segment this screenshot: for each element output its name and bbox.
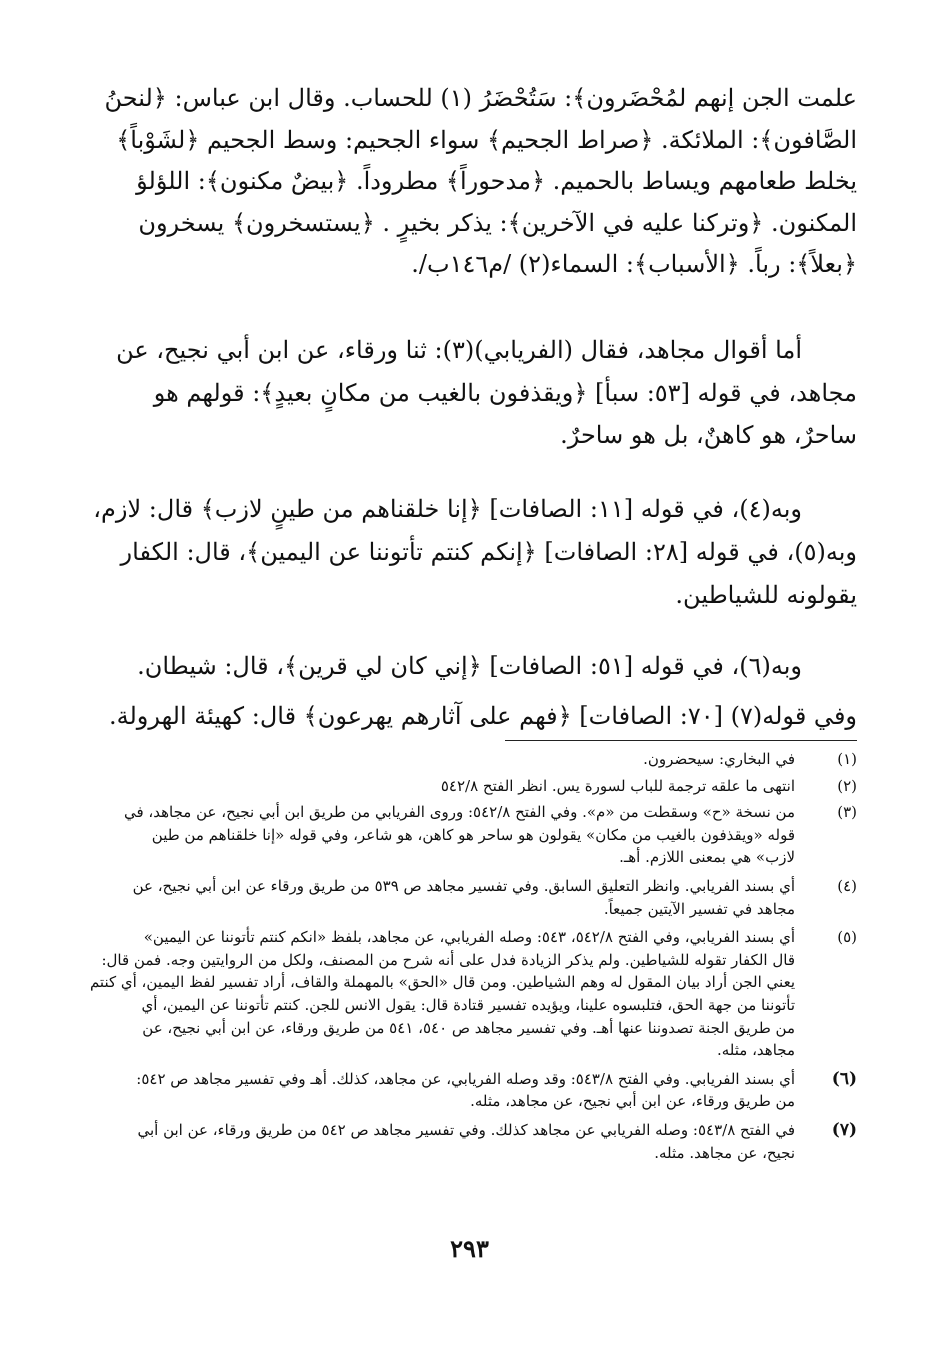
footnote-line: أي بسند الفريابي. وانظر التعليق السابق. وفي تفسير مجاهد ص ٥٣٩ من طريق ورقاء عن ابن أبي نجيح، عن <box>132 876 795 895</box>
footnote-line: قوله «ويقذفون بالغيب من مكان» يقولون هو ساحر هو كاهن، هو شاعر، وفي قوله «إنا خلقناهم من طين <box>151 825 795 844</box>
paragraph-ibn-abbas <box>82 78 857 286</box>
text-line: الصَّافون﴾: الملائكة. ﴿صراط الجحيم﴾ سواء الجحيم: وسط الجحيم ﴿لشَوْباً﴾ <box>116 125 857 154</box>
footnote-number: (١) <box>837 750 857 768</box>
footnote-separator <box>505 740 857 741</box>
footnote-number: (٣) <box>837 803 857 822</box>
footnote-line: من طريق الجنة تصدوننا عنها أهـ. وفي تفسير مجاهد ص ٥٤٠، ٥٤١ من طريق ورقاء، عن ابن أبي نجيح، عن <box>142 1018 795 1037</box>
text-line: ساحرٌ، هو كاهنٌ، بل هو ساحرٌ. <box>560 421 857 449</box>
footnote-line: أي بسند الفريابي، وفي الفتح ٥٤٢/٨، ٥٤٣: وصله الفريابي، عن مجاهد، بلفظ «انكم كنتم تأتوننا عن اليمين» <box>143 928 795 947</box>
footnotes <box>82 748 857 1170</box>
footnote-text <box>82 875 795 920</box>
footnote-number: (٦) <box>831 1068 857 1089</box>
footnote-number: (٧) <box>831 1119 857 1140</box>
footnote-line: في البخاري: سيحضرون. <box>643 750 795 768</box>
paragraph-saffat-11-28 <box>82 488 857 617</box>
footnote-number: (٥) <box>837 928 857 947</box>
text-line: وبه(٤)، في قوله [١١: الصافات] ﴿إنا خلقناهم من طينٍ لازب﴾ قال: لازم، <box>93 495 802 523</box>
footnote-line: لازب» هي بمعنى اللازم. أهـ. <box>619 848 795 867</box>
text-line: ﴿بعلاً﴾: رباً. ﴿الأسباب﴾: السماء(٢) /م١٤٦ب/. <box>411 250 857 278</box>
footnote-line: مجاهد في تفسير الآيتين جميعاً. <box>603 899 795 918</box>
footnote-7 <box>82 1119 857 1164</box>
footnote-line: من نسخة «ح» وسقطت من «م». وفي الفتح ٥٤٢/٨: وروى الفريابي من طريق ابن أبي نجيح، عن مجاهد، في <box>123 803 795 822</box>
footnote-line: نجيح، عن مجاهد. مثله. <box>654 1143 795 1162</box>
footnote-5 <box>82 926 857 1062</box>
footnote-text <box>82 1119 795 1164</box>
footnote-3 <box>82 801 857 869</box>
paragraph-saffat-51-70 <box>82 641 857 741</box>
footnote-number: (٤) <box>837 876 857 895</box>
footnote-text <box>82 748 795 771</box>
paragraph-mujahid <box>82 329 857 457</box>
footnote-4 <box>82 875 857 920</box>
footnote-line: انتهى ما علقه ترجمة للباب لسورة يس. انظر الفتح ٥٤٢/٨ <box>440 776 795 795</box>
footnote-text <box>82 1068 795 1113</box>
footnote-6 <box>82 1068 857 1113</box>
footnote-text <box>82 801 795 869</box>
footnote-line: في الفتح ٥٤٣/٨: وصله الفريابي عن مجاهد كذلك. وفي تفسير مجاهد ص ٥٤٢ من طريق ورقاء، عن ابن أبي <box>137 1120 795 1139</box>
footnote-1 <box>82 748 857 771</box>
text-line: وبه(٦)، في قوله [٥١: الصافات] ﴿إني كان لي قرين﴾، قال: شيطان. <box>137 652 802 680</box>
footnote-line: يعني الجن أراد بيان المقول له وهم الشياطين. ومن قال «الحق» بالمهملة والقاف، أراد تفسير لفظ اليمين، أي كنتم <box>89 973 795 992</box>
footnote-number: (٢) <box>837 776 857 795</box>
page-number: ٢٩٣ <box>450 1234 489 1263</box>
text-line: يقولونه للشياطين. <box>675 581 857 609</box>
footnote-text <box>82 775 795 798</box>
footnote-line: قال الكفار تقوله للشياطين. ولم يذكر الزيادة فدل على أنه شرح من المصنف، ولكل من الروايتين وجه. فمن قال: <box>101 950 795 969</box>
text-line: مجاهد، في قوله [٥٣: سبأ] ﴿ويقذفون بالغيب من مكانٍ بعيدٍ﴾: قولهم هو <box>153 378 857 407</box>
footnote-text <box>82 926 795 1062</box>
text-line: وفي قوله(٧) [٧٠: الصافات] ﴿فهم على آثارهم يهرعون﴾ قال: كهيئة الهرولة. <box>108 702 857 730</box>
text-line: علمت الجن إنهم لمُحْضَرون﴾: سَتُحْضَرُ (١) للحساب. وقال ابن عباس: ﴿لنحنُ <box>104 84 857 112</box>
footnote-line: مجاهد، مثله. <box>716 1041 795 1060</box>
footnote-line: تأتوننا من جهة الحق، فتلبسوه علينا، ويؤيده تفسير قتادة قال: يقول الانس للجن. كنتم تأتوننا عن اليمين، أي <box>141 995 795 1014</box>
footnote-line: أي بسند الفريابي. وفي الفتح ٥٤٣/٨: وقد وصله الفريابي، عن مجاهد، كذلك. أهـ وفي تفسير مجاهد ص ٥٤٢: <box>136 1069 795 1088</box>
text-line: أما أقوال مجاهد، فقال (الفريابي)(٣): ثنا ورقاء، عن ابن أبي نجيح، عن <box>116 336 802 364</box>
footnote-2 <box>82 775 857 798</box>
text-line: وبه(٥)، في قوله [٢٨: الصافات] ﴿إنكم كنتم تأتوننا عن اليمين﴾، قال: الكفار <box>120 538 857 566</box>
text-line: يخلط طعامهم ويساط بالحميم. ﴿مدحوراً﴾ مطروداً. ﴿بيضٌ مكنون﴾: اللؤلؤ <box>136 167 857 195</box>
footnote-line: من طريق ورقاء، عن ابن أبي نجيح، عن مجاهد، مثله. <box>470 1092 795 1111</box>
text-line: المكنون. ﴿وتركنا عليه في الآخرين﴾: يذكر بخيرٍ . ﴿يستسخرون﴾ يسخرون <box>138 208 857 237</box>
